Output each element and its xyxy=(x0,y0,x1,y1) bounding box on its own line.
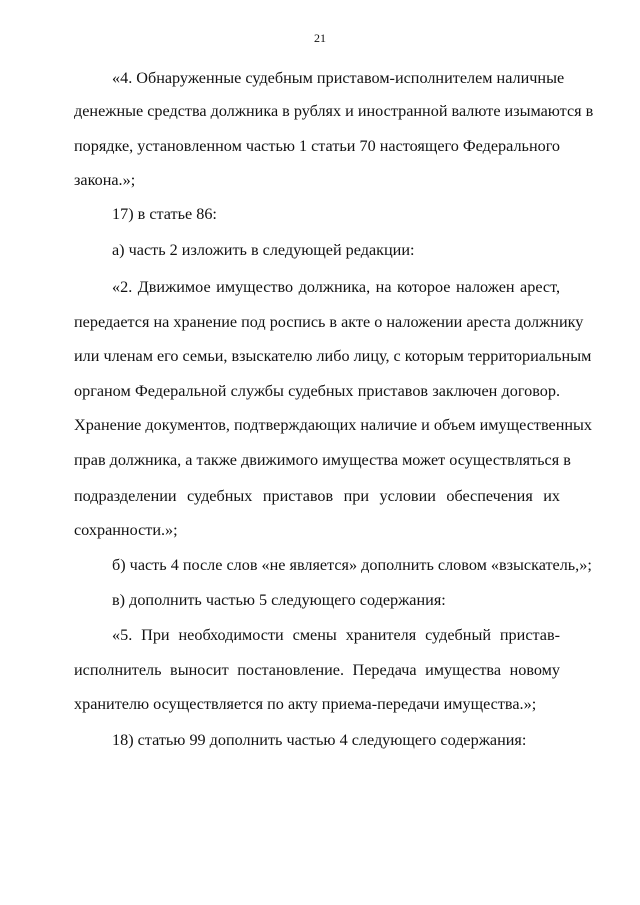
paragraph-3: а) часть 2 изложить в следующей редакции: xyxy=(112,241,415,259)
text-line: прав должника, а также движимого имущества может осуществляться в xyxy=(74,451,571,469)
text-line: сохранности.»; xyxy=(74,521,178,539)
paragraph-2: 17) в статье 86: xyxy=(112,205,217,223)
text-line: Хранение документов, подтверждающих наличие и объем имущественных xyxy=(74,416,592,434)
text-line: передается на хранение под роспись в акте о наложении ареста должнику xyxy=(74,313,584,331)
text-line: хранителю осуществляется по акту приема-передачи имущества.»; xyxy=(74,695,537,713)
page-number: 21 xyxy=(314,31,326,45)
paragraph-6: в) дополнить частью 5 следующего содержания: xyxy=(112,591,446,609)
text-line: органом Федеральной службы судебных приставов заключен договор. xyxy=(74,382,560,400)
text-line: «2. Движимое имущество должника, на которое наложен арест, xyxy=(112,278,560,296)
paragraph-8: 18) статью 99 дополнить частью 4 следующего содержания: xyxy=(112,731,527,749)
text-line: закона.»; xyxy=(74,171,136,189)
text-line: или членам его семьи, взыскателю либо лицу, с которым территориальным xyxy=(74,347,592,365)
text-line: денежные средства должника в рублях и иностранной валюте изымаются в xyxy=(74,102,594,120)
paragraph-5: б) часть 4 после слов «не является» дополнить словом «взыскатель,»; xyxy=(112,556,592,574)
text-line: «5. При необходимости смены хранителя судебный пристав- xyxy=(112,626,560,644)
text-line: порядке, установленном частью 1 статьи 70 настоящего Федерального xyxy=(74,137,561,155)
text-line: исполнитель выносит постановление. Передача имущества новому xyxy=(74,661,560,679)
text-line: подразделении судебных приставов при условии обеспечения их xyxy=(74,487,560,505)
text-line: «4. Обнаруженные судебным приставом-исполнителем наличные xyxy=(112,69,565,87)
